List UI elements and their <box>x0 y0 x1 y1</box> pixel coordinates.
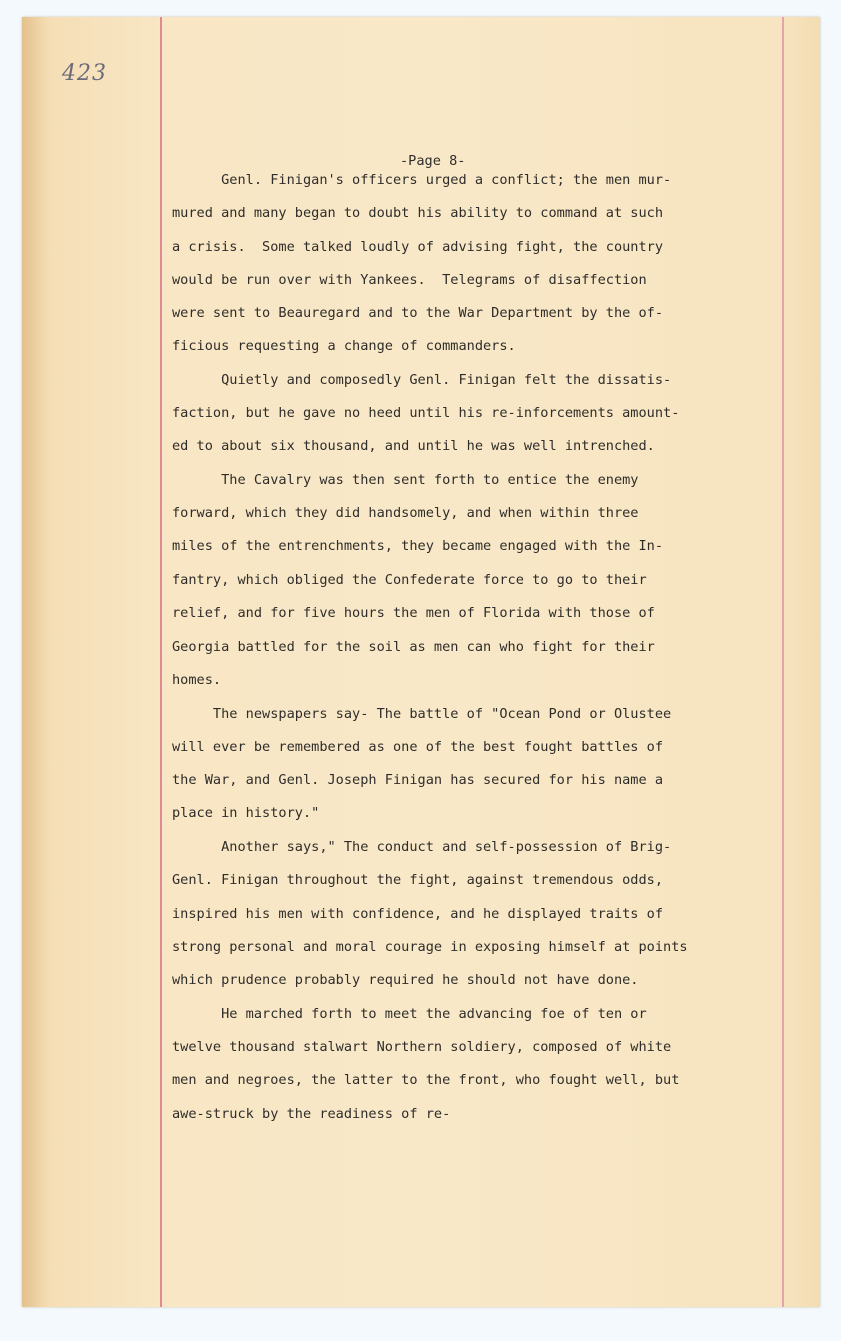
page-heading: -Page 8- <box>400 153 466 169</box>
text-line: a crisis. Some talked loudly of advising fight, the country <box>172 239 664 255</box>
text-line: which prudence probably required he should not have done. <box>172 972 639 988</box>
text-line: will ever be remembered as one of the best fought battles of <box>172 739 664 755</box>
text-line: Another says," The conduct and self-possession of Brig- <box>172 839 672 855</box>
left-margin-rule <box>160 17 162 1307</box>
text-line: miles of the entrenchments, they became engaged with the In- <box>172 538 664 554</box>
text-line: awe-struck by the readiness of re- <box>172 1106 451 1122</box>
text-line: The Cavalry was then sent forth to entice the enemy <box>172 472 639 488</box>
text-line: forward, which they did handsomely, and when within three <box>172 505 639 521</box>
document-page <box>22 17 820 1307</box>
right-margin-rule <box>782 17 784 1307</box>
text-line: He marched forth to meet the advancing foe of ten or <box>172 1006 647 1022</box>
text-line: Quietly and composedly Genl. Finigan felt the dissatis- <box>172 372 672 388</box>
text-line: faction, but he gave no heed until his re-inforcements amount- <box>172 405 680 421</box>
text-line: strong personal and moral courage in exposing himself at points <box>172 939 688 955</box>
text-line: ficious requesting a change of commanders. <box>172 338 516 354</box>
text-line: the War, and Genl. Joseph Finigan has secured for his name a <box>172 772 664 788</box>
text-line: Georgia battled for the soil as men can who fight for their <box>172 639 655 655</box>
text-line: Genl. Finigan throughout the fight, against tremendous odds, <box>172 872 664 888</box>
text-line: mured and many began to doubt his ability to command at such <box>172 205 664 221</box>
text-line: ed to about six thousand, and until he was well intrenched. <box>172 438 655 454</box>
text-line: fantry, which obliged the Confederate force to go to their <box>172 572 647 588</box>
text-line: The newspapers say- The battle of "Ocean Pond or Olustee <box>172 706 672 722</box>
text-line: were sent to Beauregard and to the War Department by the of- <box>172 305 664 321</box>
folio-number: 423 <box>62 61 107 86</box>
text-line: men and negroes, the latter to the front, who fought well, but <box>172 1072 680 1088</box>
text-line: inspired his men with confidence, and he displayed traits of <box>172 906 664 922</box>
text-line: Genl. Finigan's officers urged a conflict; the men mur- <box>172 172 672 188</box>
text-line: twelve thousand stalwart Northern soldiery, composed of white <box>172 1039 672 1055</box>
text-line: homes. <box>172 672 222 688</box>
text-line: would be run over with Yankees. Telegrams of disaffection <box>172 272 647 288</box>
text-line: place in history." <box>172 805 320 821</box>
text-line: relief, and for five hours the men of Florida with those of <box>172 605 655 621</box>
